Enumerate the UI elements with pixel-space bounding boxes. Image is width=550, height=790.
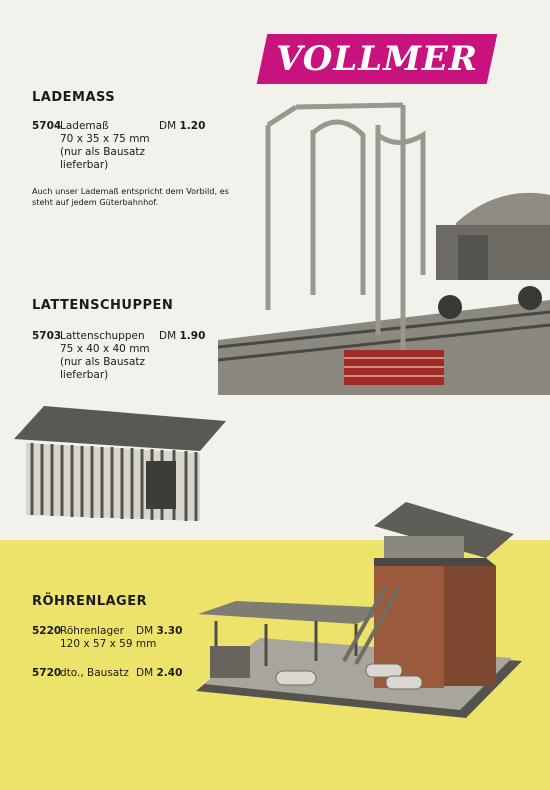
product-detail: lieferbar): [60, 159, 109, 171]
product-description: [60, 120, 150, 172]
product-detail: (nur als Bausatz: [60, 146, 146, 158]
product-detail: 75 x 40 x 40 mm: [60, 343, 150, 355]
product-price: [136, 625, 182, 638]
product-detail: (nur als Bausatz: [60, 356, 146, 368]
product-description: [60, 330, 150, 382]
product-note: Auch unser Lademaß entspricht dem Vorbild, es steht auf jedem Güterbahnhof.: [32, 186, 229, 207]
product-description: [60, 667, 129, 680]
section-heading-lattenschuppen: LATTENSCHUPPEN: [32, 298, 174, 313]
product-name: Röhrenlager: [60, 625, 124, 637]
section-heading-lademass: LADEMASS: [32, 90, 116, 105]
product-detail: lieferbar): [60, 369, 109, 381]
product-number: 5220: [32, 625, 62, 637]
product-price: [159, 120, 205, 133]
price-value: 2.40: [156, 667, 183, 679]
product-price: [159, 330, 205, 343]
price-value: 1.20: [179, 120, 206, 132]
price-currency: DM: [136, 625, 154, 637]
product-5704: [32, 120, 242, 176]
price-currency: DM: [159, 330, 177, 342]
lademass-illustration: [218, 95, 550, 395]
product-number: 5720: [32, 667, 62, 679]
product-price: [136, 667, 182, 680]
price-value: 3.30: [156, 625, 183, 637]
vollmer-logo: [257, 34, 498, 84]
product-number: 5703: [32, 330, 62, 342]
price-value: 1.90: [179, 330, 206, 342]
product-number: 5704: [32, 120, 62, 132]
roehrenlager-illustration: [196, 496, 522, 724]
product-detail: 70 x 35 x 75 mm: [60, 133, 150, 145]
product-name: dto., Bausatz: [60, 667, 129, 679]
section-heading-roehrenlager: RÖHRENLAGER: [32, 594, 148, 609]
product-5703: [32, 330, 242, 386]
product-detail: 120 x 57 x 59 mm: [60, 638, 157, 650]
price-currency: DM: [159, 120, 177, 132]
price-currency: DM: [136, 667, 154, 679]
product-name: Lademaß: [60, 120, 109, 132]
product-name: Lattenschuppen: [60, 330, 145, 342]
logo-text: VOLLMER: [275, 39, 479, 79]
